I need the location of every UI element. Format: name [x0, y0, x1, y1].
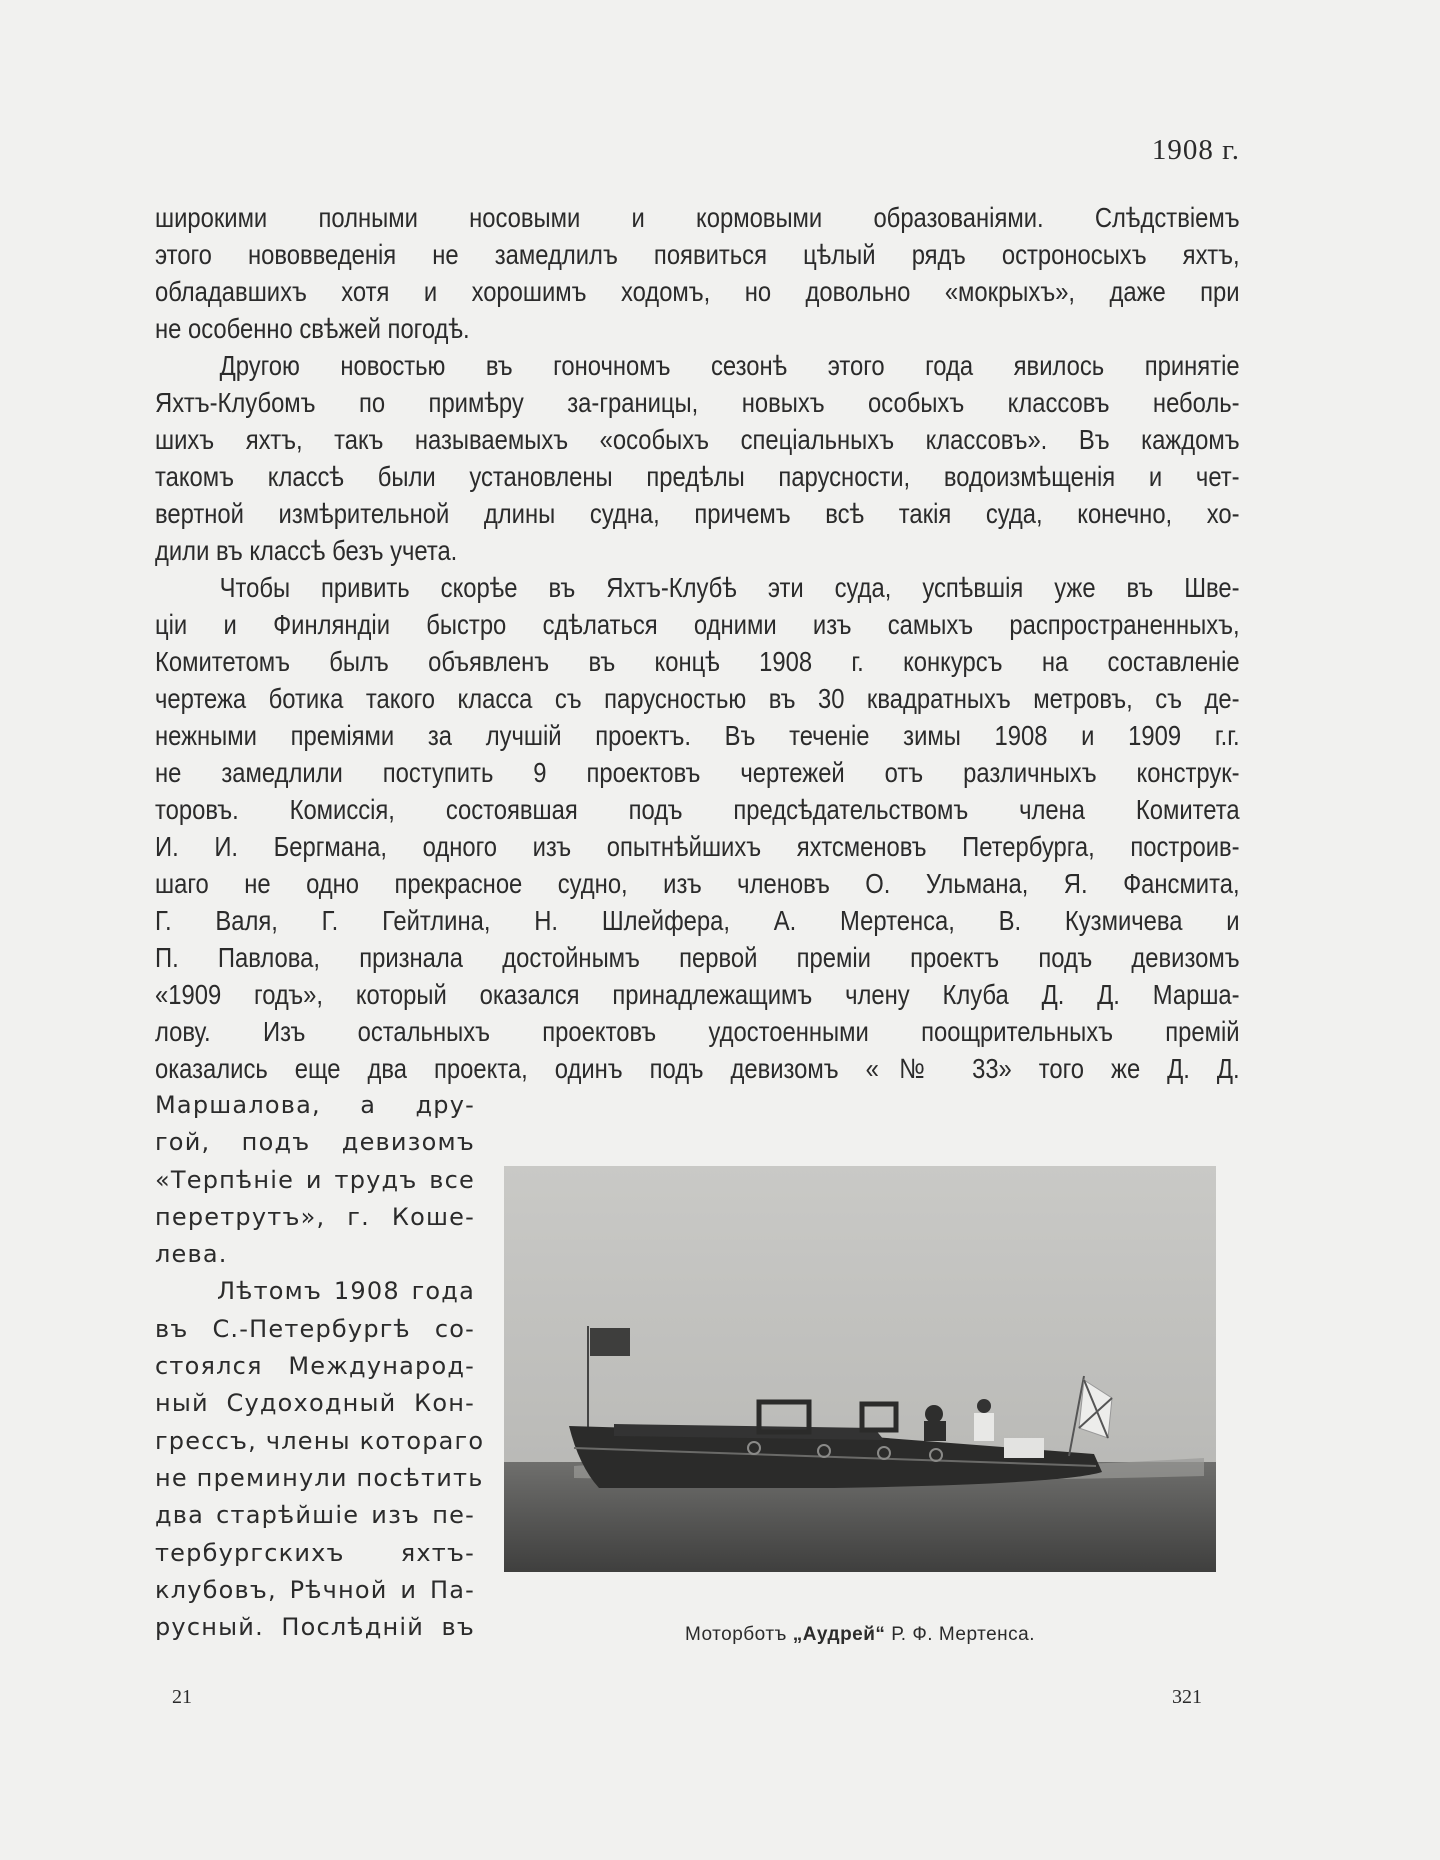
- text-line: этого нововведенія не замедлилъ появиться цѣлый рядъ остроносыхъ яхтъ,: [155, 239, 1240, 270]
- text-line: не особенно свѣжей погодѣ.: [155, 313, 470, 344]
- text-line: не преминули посѣтить: [155, 1463, 484, 1492]
- text-line: Яхтъ-Клубомъ по примѣру за-границы, новыхъ особыхъ классовъ неболь-: [155, 387, 1240, 418]
- text-line: гой, подъ девизомъ: [155, 1128, 475, 1157]
- page-number: 321: [1172, 1686, 1202, 1708]
- boat-photo: [504, 1166, 1216, 1572]
- text-line: Маршалова, а дру-: [155, 1091, 475, 1119]
- signature-number: 21: [172, 1686, 192, 1708]
- text-line: въ С.-Петербургѣ со-: [155, 1314, 475, 1343]
- text-line: тербургскихъ яхтъ-: [155, 1538, 475, 1567]
- text-line: ціи и Финляндіи быстро сдѣлаться одними изъ самыхъ распространенныхъ,: [155, 609, 1240, 640]
- narrow-text-column: [155, 1087, 485, 1646]
- text-line: два старѣйшіе изъ пе-: [155, 1501, 475, 1530]
- text-line: широкими полными носовыми и кормовыми образованіями. Слѣдствіемъ: [155, 202, 1240, 233]
- text-line: ный Судоходный Кон-: [155, 1389, 475, 1418]
- text-line: чертежа ботика такого класса съ парусностью въ 30 квадратныхъ метровъ, съ де-: [155, 683, 1240, 714]
- text-line: Другою новостью въ гоночномъ сезонѣ этого года явилось принятіе: [219, 350, 1240, 381]
- text-line: обладавшихъ хотя и хорошимъ ходомъ, но довольно «мокрыхъ», даже при: [155, 276, 1240, 307]
- text-line: такомъ классѣ были установлены предѣлы парусности, водоизмѣщенія и чет-: [155, 461, 1240, 492]
- text-line: оказались еще два проекта, одинъ подъ девизомъ «№ 33» того же Д. Д.: [155, 1053, 1240, 1084]
- text-line: «Терпѣніе и трудъ все: [155, 1165, 475, 1194]
- text-line: дили въ классѣ безъ учета.: [155, 535, 458, 566]
- text-line: стоялся Международ-: [155, 1352, 475, 1381]
- caption-suffix: Р. Ф. Мертенса.: [885, 1624, 1035, 1645]
- text-line: Чтобы привить скорѣе въ Яхтъ-Клубѣ эти суда, успѣвшія уже въ Шве-: [219, 572, 1240, 603]
- photo-caption: [504, 1624, 1216, 1646]
- text-line: шаго не одно прекрасное судно, изъ членовъ О. Ульмана, Я. Фансмита,: [155, 868, 1240, 899]
- text-line: П. Павлова, признала достойнымъ первой преміи проектъ подъ девизомъ: [155, 942, 1240, 973]
- text-line: не замедлили поступить 9 проектовъ чертежей отъ различныхъ конструк-: [155, 757, 1240, 788]
- text-line: лову. Изъ остальныхъ проектовъ удостоенными поощрительныхъ премій: [155, 1016, 1240, 1047]
- text-line: торовъ. Комиссія, состоявшая подъ предсѣдательствомъ члена Комитета: [155, 794, 1240, 825]
- text-line: Г. Валя, Г. Гейтлина, Н. Шлейфера, А. Мертенса, В. Кузмичева и: [155, 905, 1240, 936]
- running-head: 1908 г.: [1151, 134, 1240, 166]
- text-line: русный. Послѣдній въ: [155, 1613, 475, 1642]
- text-line: лева.: [155, 1240, 228, 1269]
- text-line: «1909 годъ», который оказался принадлежащимъ члену Клуба Д. Д. Марша-: [155, 979, 1240, 1010]
- text-line: нежными преміями за лучшій проектъ. Въ теченіе зимы 1908 и 1909 г.г.: [155, 720, 1240, 751]
- main-text-block: [155, 199, 1240, 1087]
- caption-boat-name: „Аудрей“: [792, 1624, 886, 1645]
- text-line: клубовъ, Рѣчной и Па-: [155, 1575, 475, 1604]
- caption-prefix: Моторботъ: [684, 1624, 793, 1645]
- stern-flag: [590, 1328, 630, 1356]
- text-line: вертной измѣрительной длины судна, причемъ всѣ такія суда, конечно, хо-: [155, 498, 1240, 529]
- text-line: Комитетомъ былъ объявленъ въ концѣ 1908 г. конкурсъ на составленіе: [155, 646, 1240, 677]
- text-line: перетрутъ», г. Коше-: [155, 1202, 475, 1231]
- text-line: грессъ, члены котораго: [155, 1426, 485, 1455]
- text-line: Лѣтомъ 1908 года: [217, 1277, 475, 1306]
- text-line: шихъ яхтъ, такъ называемыхъ «особыхъ спеціальныхъ классовъ». Въ каждомъ: [155, 424, 1240, 455]
- text-line: И. И. Бергмана, одного изъ опытнѣйшихъ яхтсменовъ Петербурга, построив-: [155, 831, 1240, 862]
